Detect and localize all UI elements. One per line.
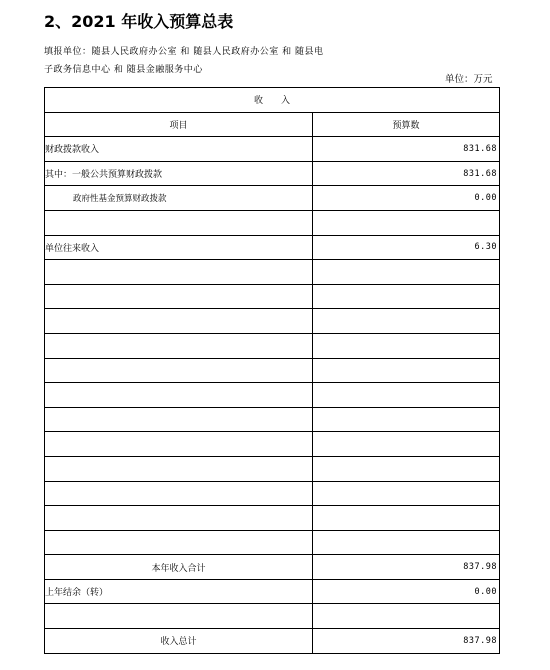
table-row [45, 383, 500, 408]
row-item [45, 407, 313, 432]
row-value [313, 456, 500, 481]
row-item [45, 284, 313, 309]
row-value [313, 481, 500, 506]
row-value [313, 530, 500, 555]
table-row [45, 309, 500, 334]
unit-label: 单位：万元 [445, 74, 493, 85]
table-row [45, 284, 500, 309]
row-item [45, 506, 313, 531]
table-row [45, 555, 500, 580]
column-header-item: 项目 [45, 112, 313, 137]
row-item [45, 604, 313, 629]
row-value: 837.98 [313, 555, 500, 580]
table-section-header-row [45, 88, 500, 113]
row-item [45, 260, 313, 285]
table-row [45, 432, 500, 457]
row-value [313, 309, 500, 334]
table-row [45, 456, 500, 481]
page-title: 2、2021 年收入预算总表 [44, 12, 234, 31]
row-value [313, 333, 500, 358]
table-row [45, 186, 500, 211]
row-item: 上年结余（转） [45, 579, 313, 604]
row-value [313, 506, 500, 531]
row-item [45, 481, 313, 506]
row-item [45, 383, 313, 408]
row-item [45, 530, 313, 555]
row-value [313, 210, 500, 235]
row-value [313, 432, 500, 457]
table-row [45, 358, 500, 383]
table-row [45, 481, 500, 506]
row-value [313, 383, 500, 408]
row-value: 831.68 [313, 161, 500, 186]
table-row [45, 333, 500, 358]
row-value [313, 284, 500, 309]
row-value [313, 358, 500, 383]
table-row [45, 210, 500, 235]
row-item [45, 309, 313, 334]
row-value [313, 260, 500, 285]
row-value: 6.30 [313, 235, 500, 260]
table-row [45, 161, 500, 186]
table-row [45, 579, 500, 604]
row-item [45, 358, 313, 383]
row-value: 837.98 [313, 629, 500, 654]
revenue-budget-table [44, 87, 500, 654]
filing-unit: 填报单位：随县人民政府办公室 和 随县人民政府办公室 和 随县电子政务信息中心 和 随县金融服务中心 [44, 47, 324, 75]
row-value: 0.00 [313, 186, 500, 211]
table-row [45, 604, 500, 629]
row-value: 831.68 [313, 137, 500, 162]
column-header-budget: 预算数 [313, 112, 500, 137]
row-item: 单位往来收入 [45, 235, 313, 260]
section-header: 收 入 [45, 88, 500, 113]
table-row [45, 407, 500, 432]
row-item: 本年收入合计 [45, 555, 313, 580]
table-row [45, 235, 500, 260]
row-item [45, 333, 313, 358]
table-column-header-row [45, 112, 500, 137]
row-item [45, 456, 313, 481]
row-item: 收入总计 [45, 629, 313, 654]
row-value [313, 604, 500, 629]
table-row [45, 137, 500, 162]
table-row [45, 530, 500, 555]
row-item: 财政拨款收入 [45, 137, 313, 162]
row-item [45, 432, 313, 457]
row-item: 其中：一般公共预算财政拨款 [45, 161, 313, 186]
row-value [313, 407, 500, 432]
row-value: 0.00 [313, 579, 500, 604]
row-item [45, 210, 313, 235]
table-row [45, 629, 500, 654]
row-item: 政府性基金预算财政拨款 [45, 186, 313, 211]
table-row [45, 506, 500, 531]
table-row [45, 260, 500, 285]
